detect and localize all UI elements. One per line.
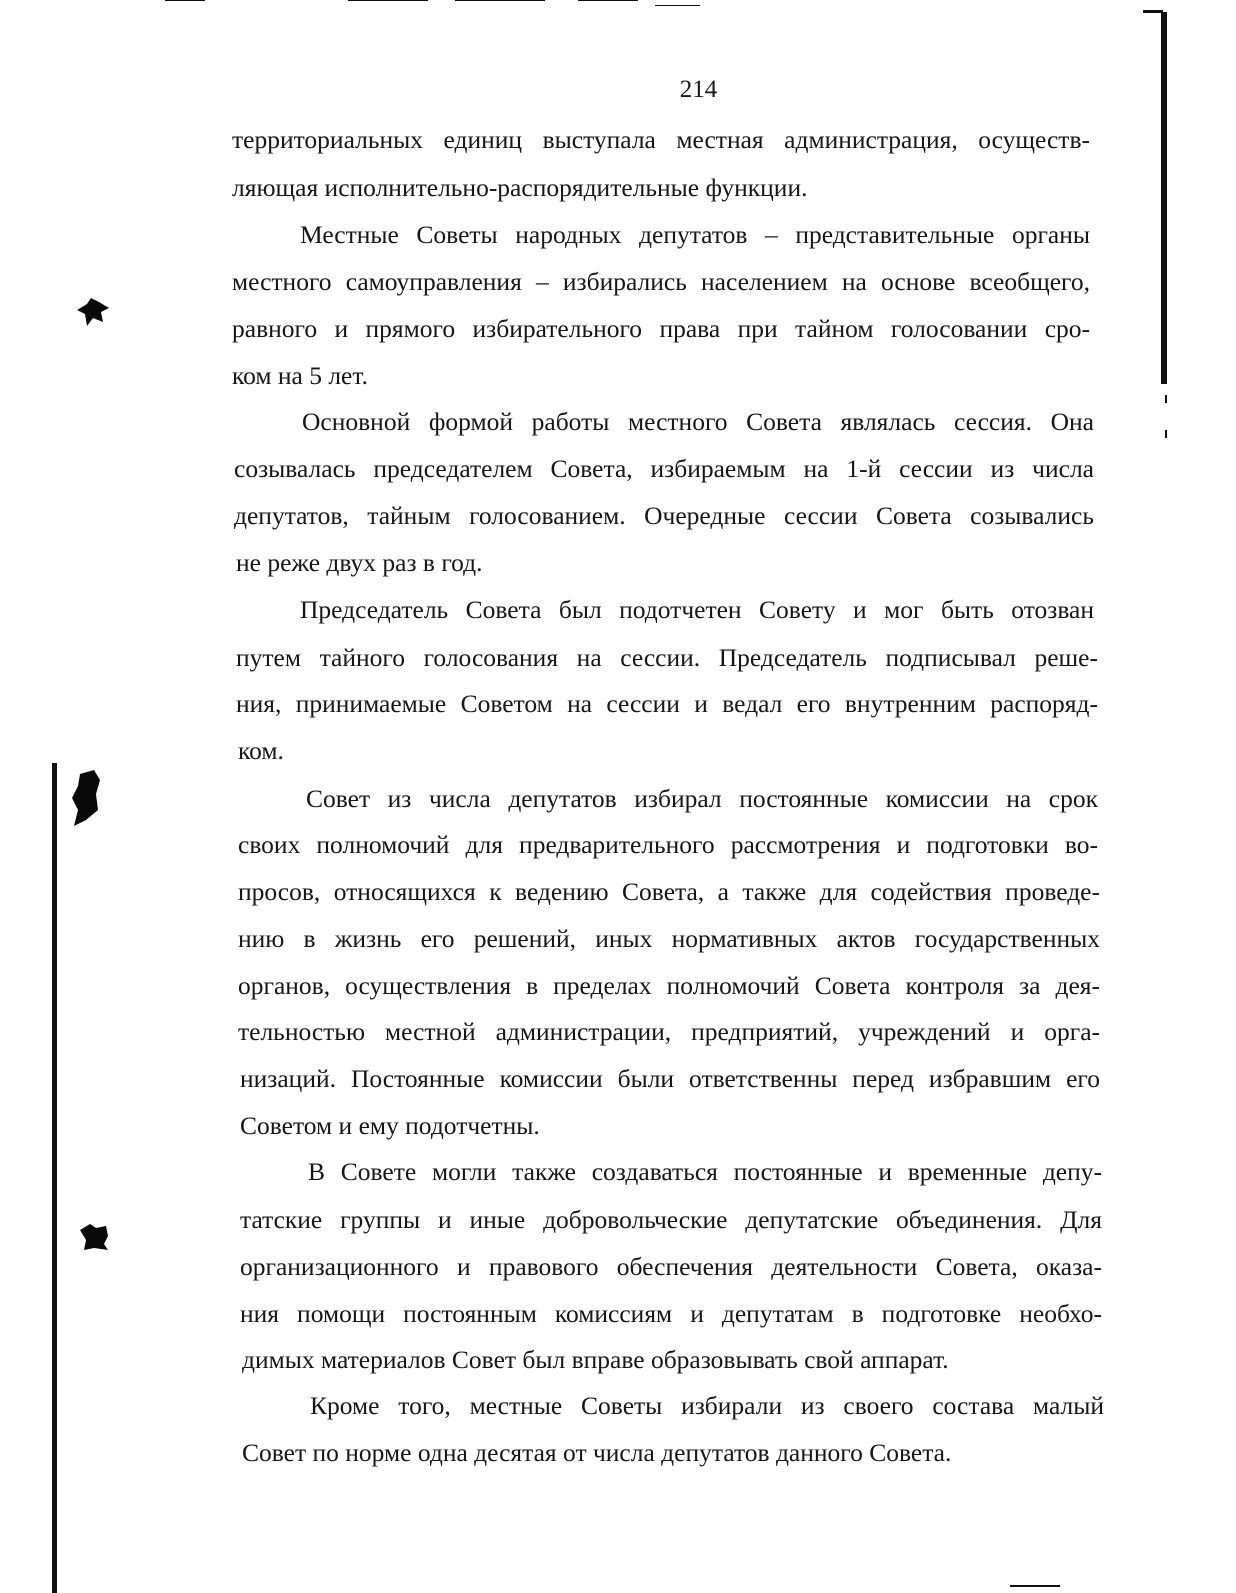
scan-top-line [165,0,205,1]
text-line: созывалась председателем Совета, избираемым на 1-й сессии из числа [234,454,1094,483]
text-line: ком. [238,736,284,765]
scan-bottom-right-tick [1010,1585,1060,1587]
text-line: тельностью местной администрации, предприятий, учреждений и орга- [238,1017,1100,1046]
text-line: ляющая исполнительно-распорядительные функции. [232,173,808,202]
binder-hole-top [75,298,111,326]
text-line: органов, осуществления в пределах полномочий Совета контроля за дея- [238,971,1100,1000]
scan-top-line [348,0,428,1]
binder-hole-middle [70,770,102,826]
binder-hole-bottom [78,1222,110,1252]
text-line: территориальных единиц выступала местная администрация, осуществ- [232,125,1090,154]
text-line: Совет по норме одна десятая от числа депутатов данного Совета. [242,1438,952,1467]
text-line: В Совете могли также создаваться постоянные и временные депу- [308,1157,1102,1186]
text-line: Советом и ему подотчетны. [240,1111,540,1140]
text-line: местного самоуправления – избирались населением на основе всеобщего, [232,267,1090,296]
text-line: не реже двух раз в год. [236,548,483,577]
text-line: депутатов, тайным голосованием. Очередные сессии Совета созывались [234,501,1094,530]
text-line: Председатель Совета был подотчетен Совету и мог быть отозван [300,595,1094,624]
scan-right-dot [1165,395,1167,403]
text-line: татские группы и иные добровольческие депутатские объединения. Для [240,1205,1102,1234]
text-line: Совет из числа депутатов избирал постоянные комиссии на срок [306,784,1098,813]
scan-top-line [455,0,545,1]
text-line: Основной формой работы местного Совета являлась сессия. Она [302,407,1094,436]
scan-right-dot [1165,430,1167,438]
text-line: путем тайного голосования на сессии. Председатель подписывал реше- [236,643,1098,672]
text-line: низаций. Постоянные комиссии были ответственны перед избравшим его [240,1064,1100,1093]
text-line: нию в жизнь его решений, иных нормативных актов государственных [238,924,1100,953]
text-line: ния помощи постоянным комиссиям и депутатам в подготовке необхо- [240,1299,1102,1328]
text-line: организационного и правового обеспечения деятельности Совета, оказа- [240,1252,1102,1281]
text-line: равного и прямого избирательного права при тайном голосовании сро- [232,314,1090,343]
text-line: Кроме того, местные Советы избирали из своего состава малый [310,1391,1104,1420]
scan-top-line [578,0,638,1]
scan-right-border [1161,12,1167,384]
scan-top-right-tick [1143,10,1163,13]
page-number: 214 [679,76,718,103]
scan-left-border [52,763,57,1593]
text-line: ния, принимаемые Советом на сессии и ведал его внутренним распоряд- [236,689,1098,718]
text-line: ком на 5 лет. [232,361,368,390]
text-line: своих полномочий для предварительного рассмотрения и подготовки во- [238,830,1098,859]
text-line: димых материалов Совет был вправе образовывать свой аппарат. [242,1345,949,1374]
scan-top-line [655,5,700,6]
text-line: Местные Советы народных депутатов – представительные органы [300,220,1090,249]
text-line: просов, относящихся к ведению Совета, а также для содействия проведе- [238,877,1100,906]
